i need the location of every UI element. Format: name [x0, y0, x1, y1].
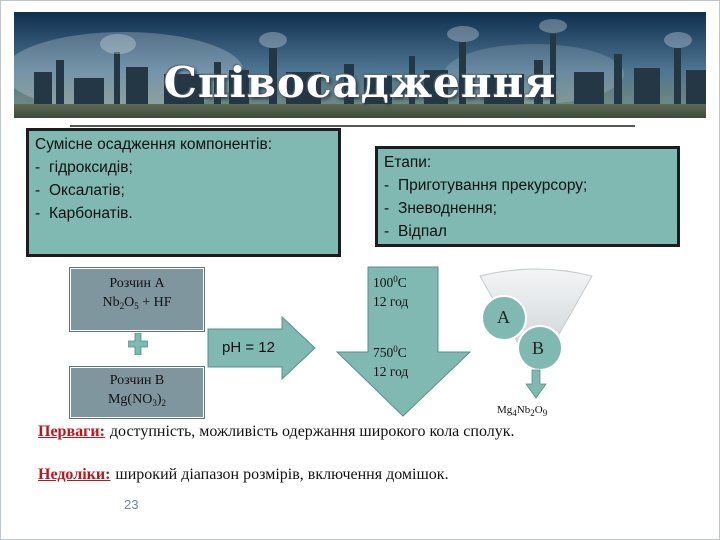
plus-icon: [128, 333, 148, 355]
list-item: - Відпал: [384, 220, 671, 243]
circle-a-label: A: [497, 307, 510, 327]
funnel-diagram: [476, 266, 596, 406]
stage2-temperature: $750^0C$: [373, 344, 407, 360]
solution-a-formula: $Nb_2O_5$ + HF: [102, 295, 172, 311]
list-item-text: Зневоднення;: [398, 200, 497, 217]
product-formula: $Mg_4Nb_2O_9$: [497, 404, 548, 418]
solution-b-formula: $Mg(NO_3)_2$: [107, 392, 166, 408]
list-item-text: Карбонатів.: [49, 205, 133, 222]
slide-title: Співосадження: [163, 58, 557, 107]
circle-b-label: B: [532, 338, 545, 358]
ph-label: pH = 12: [222, 339, 275, 356]
funnel-down-arrow: [526, 370, 546, 398]
disadvantages-text: широкий діапазон розмірів, включення домішок.: [115, 466, 449, 483]
solution-b-label: Розчин В: [109, 373, 165, 388]
list-item: - Приготування прекурсору;: [384, 174, 671, 197]
list-item-text: Приготування прекурсору;: [398, 177, 588, 194]
stage1-temperature: $100^0C$: [373, 274, 407, 290]
stage2-conditions: [373, 343, 408, 381]
list-item: - Оксалатів;: [35, 179, 332, 202]
header-banner: [14, 12, 706, 118]
disadvantages-label: Недоліки:: [38, 466, 111, 483]
list-item-text: гідроксидів;: [49, 159, 133, 176]
stage1-time: 12 год: [373, 294, 409, 309]
stages-box: [375, 146, 680, 247]
list-item: - Карбонатів.: [35, 202, 332, 225]
page-number: 23: [124, 497, 139, 512]
disadvantages-line: [38, 466, 449, 484]
advantages-line: [38, 423, 514, 441]
solution-a-box: [70, 268, 204, 331]
advantages-label: Перваги:: [38, 423, 105, 440]
components-intro: Сумісне осадження компонентів:: [35, 136, 273, 153]
title-underline: [70, 125, 635, 127]
advantages-text: доступність, можливість одержання широкого кола сполук.: [109, 423, 515, 440]
solution-a-label: Розчин А: [109, 276, 165, 291]
list-item: - Зневоднення;: [384, 197, 671, 220]
list-item: - гідроксидів;: [35, 156, 332, 179]
list-item-text: Оксалатів;: [49, 182, 125, 199]
stage2-time: 12 год: [373, 364, 409, 379]
list-item-text: Відпал: [398, 223, 447, 240]
solution-b-box: [70, 367, 204, 418]
components-box: [26, 128, 341, 257]
stages-intro: Етапи:: [384, 154, 432, 171]
stage1-conditions: [373, 273, 408, 311]
